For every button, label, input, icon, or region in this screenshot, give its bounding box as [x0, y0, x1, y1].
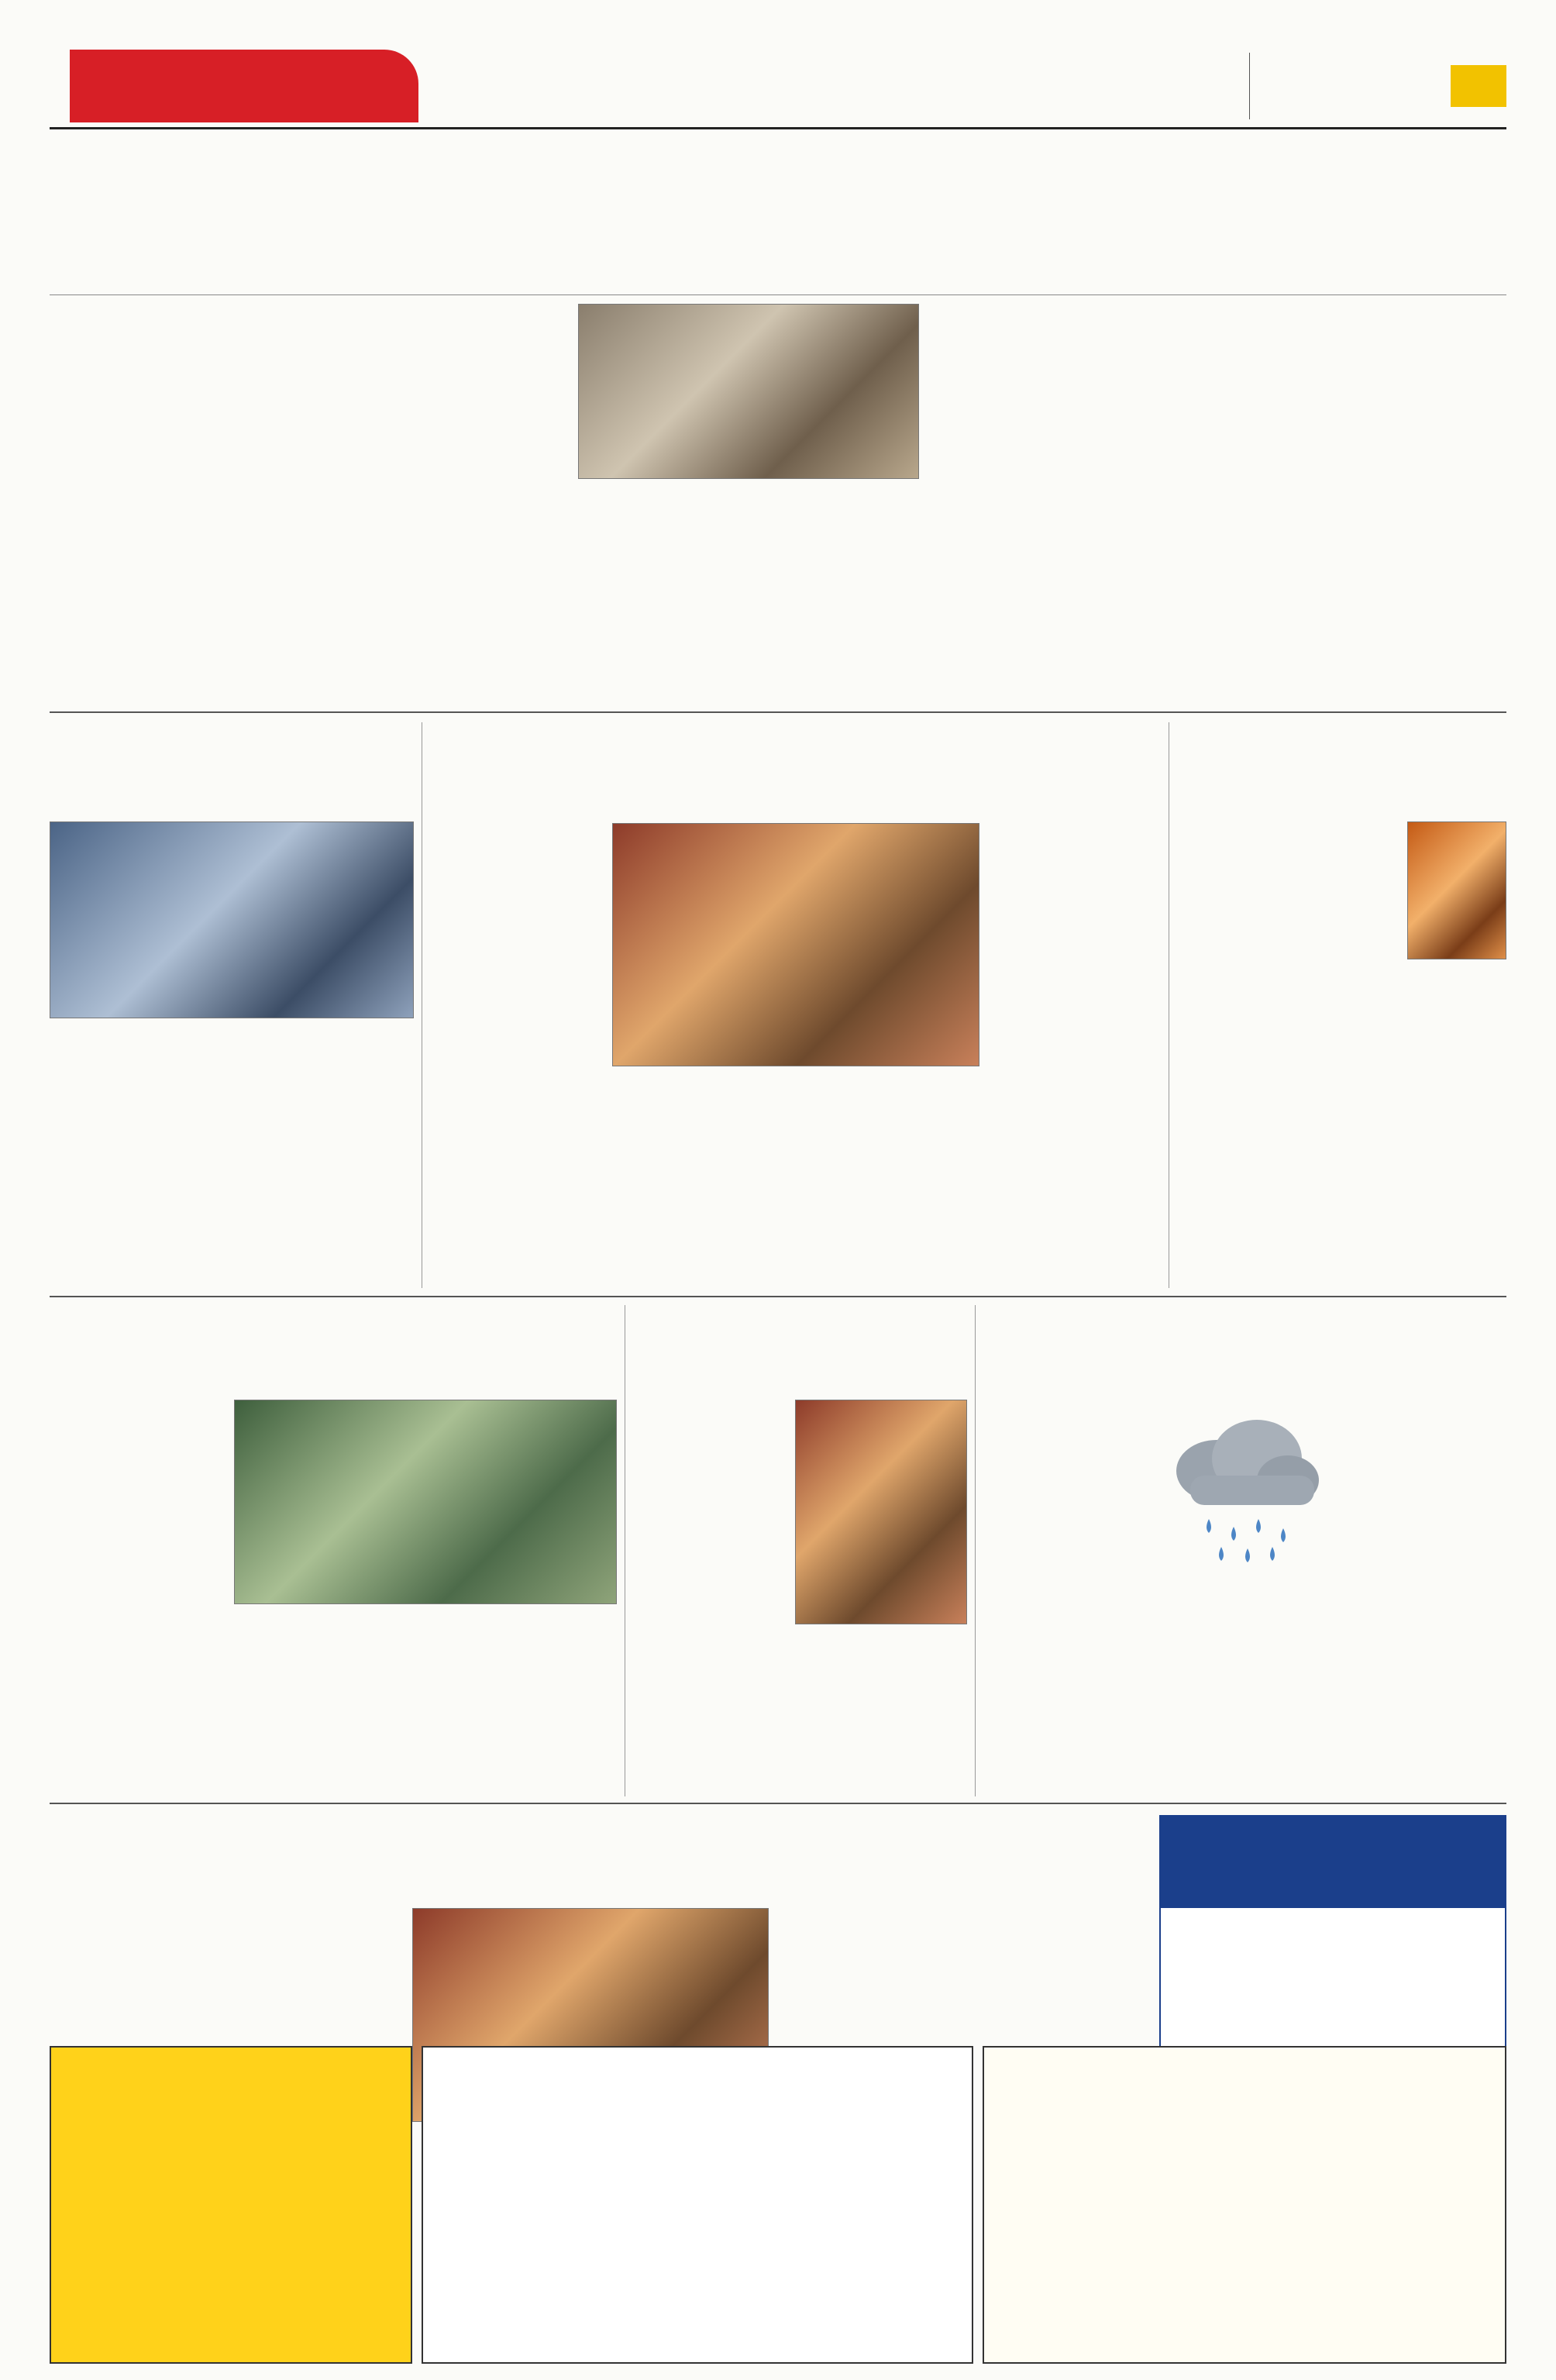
story4-headline	[1178, 727, 1506, 811]
jindal-subtitle	[1161, 1882, 1505, 1908]
story1-col5	[753, 488, 920, 704]
masthead	[0, 0, 1556, 155]
story2-col2	[236, 1028, 414, 1286]
row3-divider-2	[975, 1305, 976, 1796]
story1-col7	[1125, 304, 1311, 704]
story2-headline	[50, 725, 414, 806]
jindal-doctor2-degree	[1165, 1996, 1500, 2013]
story8-headline	[50, 1815, 1150, 1862]
jindal-title	[1161, 1817, 1505, 1882]
story3-photo	[612, 823, 979, 1066]
vidhi-nidhi-ad	[983, 2046, 1506, 2364]
story6-photo-ganesh	[795, 1400, 967, 1624]
jindal-doctor1	[1161, 1913, 1505, 1944]
row1-rule	[50, 711, 1506, 713]
story1-col2	[226, 304, 393, 704]
story5-headline	[50, 1311, 615, 1356]
story3-col4	[989, 825, 1161, 1288]
care-computers-ad	[422, 2046, 973, 2364]
rain-cloud-icon	[1162, 1410, 1327, 1570]
story3-caption	[612, 1076, 784, 1288]
jindal-doctor2	[1161, 1967, 1505, 1995]
story1-headline	[50, 175, 1506, 245]
story3-col1	[431, 825, 603, 1288]
masthead-divider	[1249, 53, 1250, 119]
story1-subhead	[325, 259, 1255, 290]
story5-col3	[428, 1612, 617, 1793]
masthead-rule	[50, 127, 1506, 129]
story6-col1	[634, 1400, 786, 1793]
row3-rule	[50, 1803, 1506, 1804]
page-number	[1451, 65, 1506, 107]
story7-headline	[983, 1310, 1506, 1353]
row2-rule	[50, 1296, 1506, 1297]
issue-date	[1023, 70, 1240, 113]
section-title	[93, 53, 403, 121]
story4-portrait	[1407, 821, 1506, 959]
john-deere-ad	[50, 2046, 412, 2364]
story5-subhead	[108, 1367, 558, 1392]
story1-col8	[1320, 304, 1506, 704]
story2-col1	[50, 1028, 224, 1286]
story5-col2	[234, 1612, 417, 1793]
story6-col2	[795, 1632, 967, 1793]
story1-photo-meeting	[578, 304, 919, 479]
story7-col2	[1164, 1578, 1328, 1793]
jindal-doctor1-degree	[1165, 1945, 1500, 1964]
paper-name	[1259, 67, 1445, 105]
story6-headline	[634, 1307, 967, 1390]
story1-col3	[403, 304, 570, 704]
place-day	[1062, 46, 1240, 70]
story4-col2	[1407, 969, 1506, 1288]
story3-headline	[431, 733, 1159, 778]
story7-col3	[1334, 1400, 1506, 1793]
story5-col1	[50, 1401, 225, 1793]
story3-subhead	[480, 786, 1108, 812]
story7-subhead	[1069, 1359, 1410, 1384]
story4-col1	[1178, 821, 1399, 1288]
story3-col3	[798, 1076, 979, 1288]
story1-col4	[578, 488, 745, 704]
story2-photo	[50, 821, 414, 1018]
story1-col6	[930, 304, 1116, 704]
story7-col1	[983, 1400, 1155, 1793]
story5-photo	[234, 1400, 617, 1604]
story8-subhead	[116, 1872, 1124, 1899]
story1-col1	[50, 304, 216, 704]
story1-subhead-rule	[50, 294, 1506, 295]
